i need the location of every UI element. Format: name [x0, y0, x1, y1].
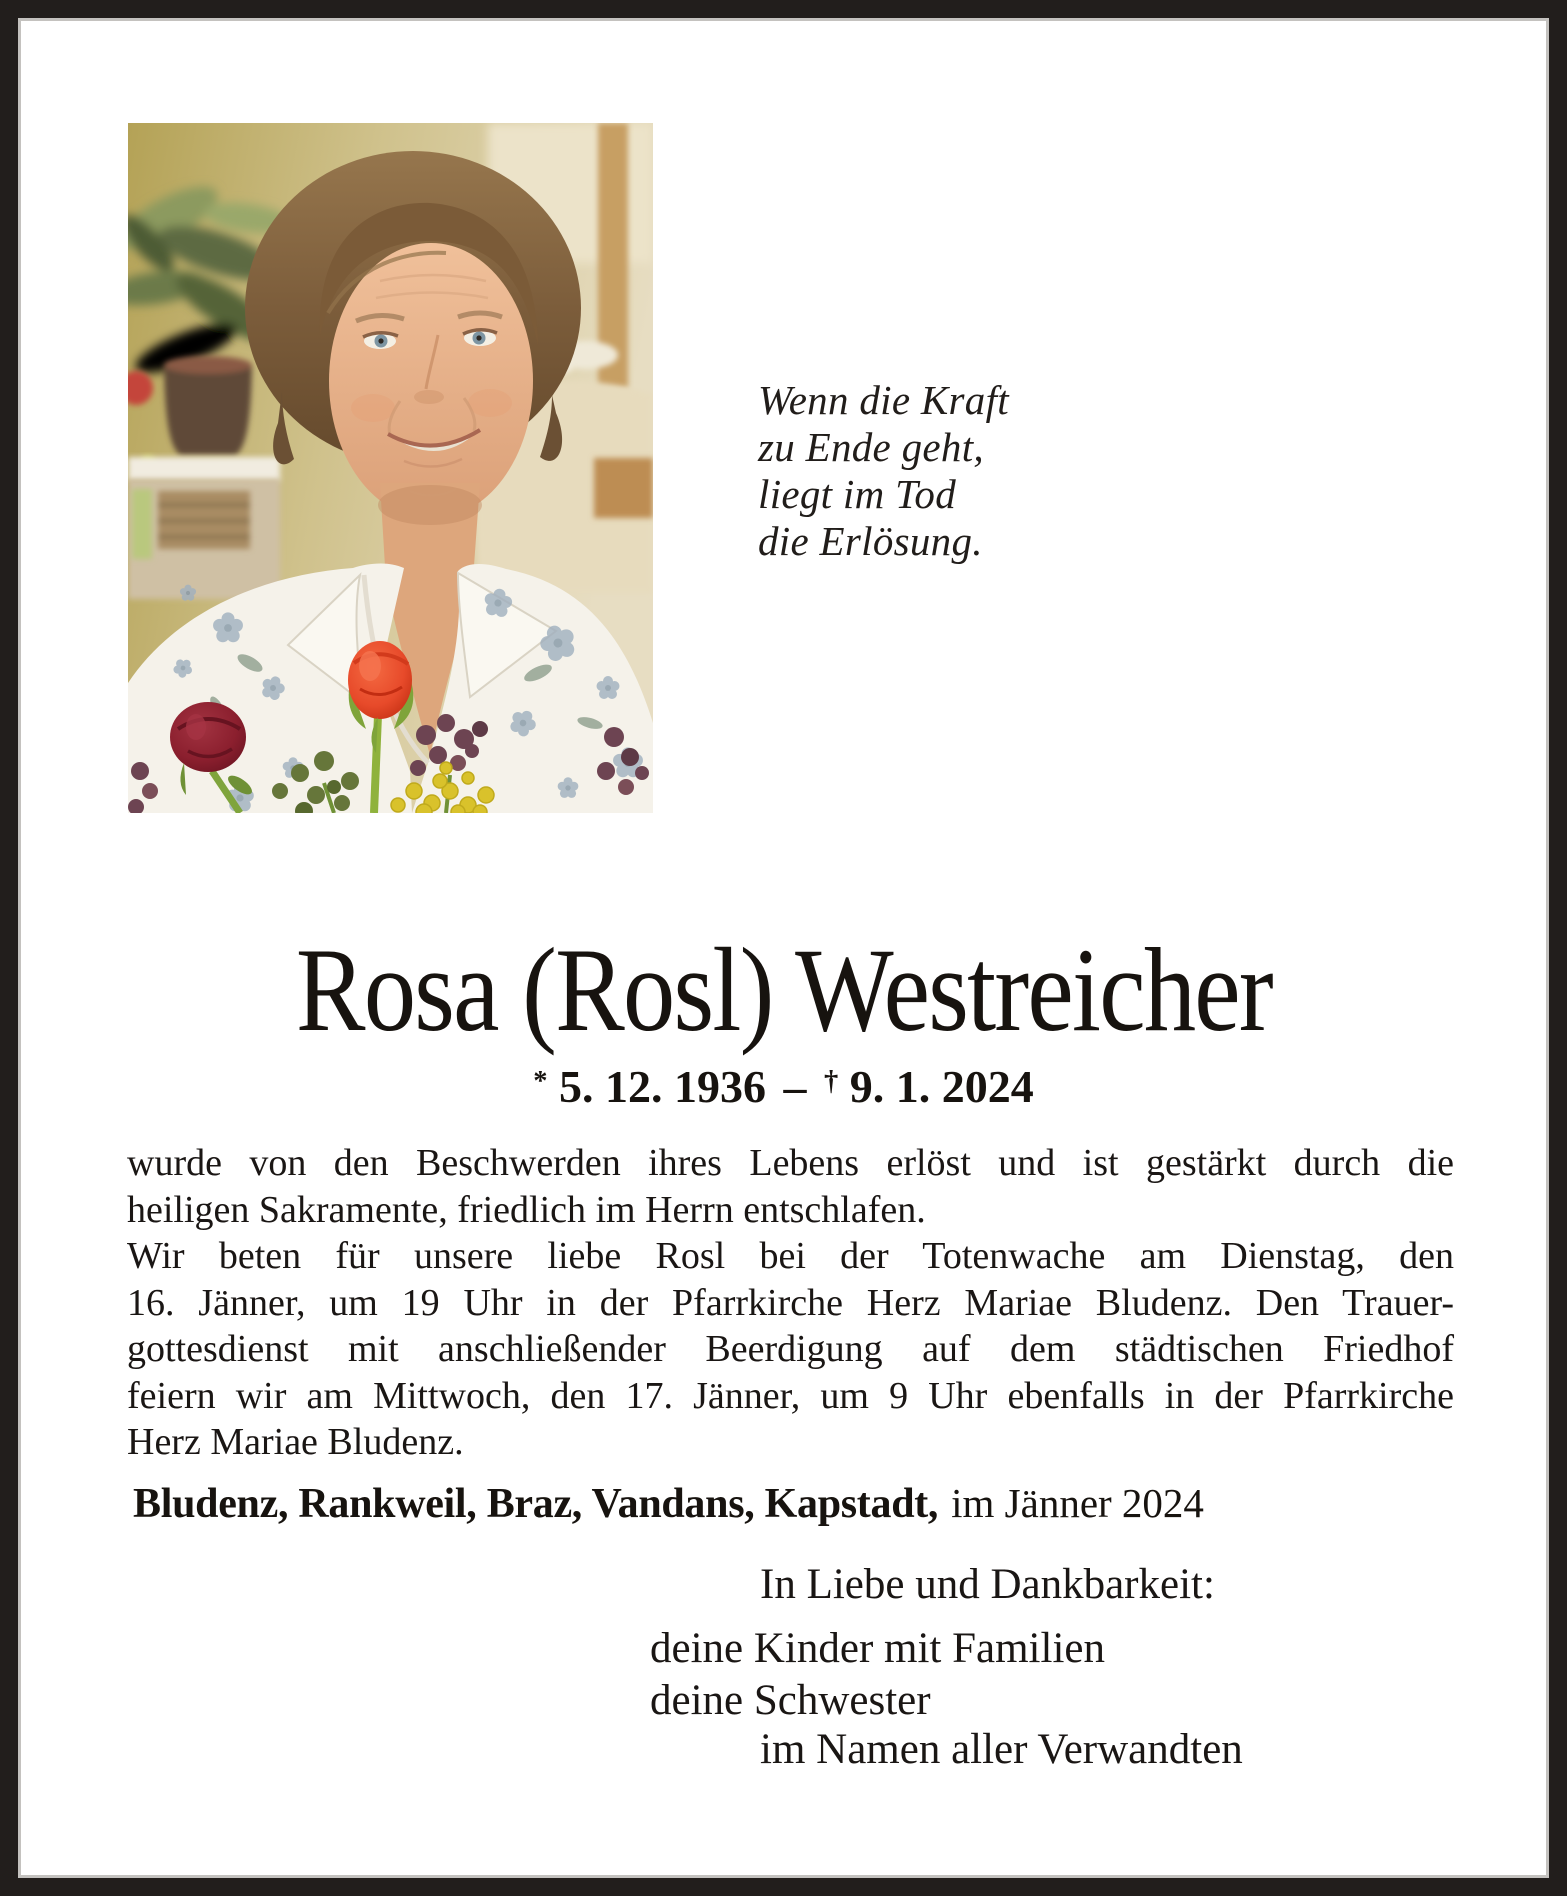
- life-dates: [0, 1056, 1567, 1113]
- portrait-photo: [128, 123, 653, 813]
- mourner-line: deine Schwester: [650, 1677, 931, 1724]
- epigraph-line: die Erlösung.: [758, 518, 983, 564]
- deceased-name: [0, 923, 1567, 1056]
- epigraph-line: liegt im Tod: [758, 471, 957, 517]
- birth-star-symbol: *: [533, 1066, 548, 1097]
- epigraph-line: Wenn die Kraft: [758, 377, 1009, 423]
- closing-heading: In Liebe und Dankbarkeit:: [760, 1561, 1215, 1608]
- notice-body: [127, 1140, 1454, 1466]
- notice-body-line: heiligen Sakramente, friedlich im Herrn entschlafen.: [127, 1188, 926, 1231]
- mourners-list: [650, 1623, 1105, 1727]
- places-line: [133, 1477, 1204, 1530]
- notice-body-line: feiern wir am Mittwoch, den 17. Jänner, um 9 Uhr ebenfalls in der Pfarrkirche: [127, 1374, 1454, 1417]
- death-date: 9. 1. 2024: [849, 1060, 1034, 1112]
- notice-body-line: Wir beten für unsere liebe Rosl bei der Totenwache am Dienstag, den: [127, 1235, 1454, 1277]
- notice-body-line: wurde von den Beschwerden ihres Lebens erlöst und ist gestärkt durch die: [127, 1142, 1454, 1184]
- epigraph-verse: [758, 377, 1009, 565]
- notice-body-line: gottesdienst mit anschließender Beerdigung auf dem städtischen Friedhof: [127, 1328, 1454, 1370]
- notice-body-line: Herz Mariae Bludenz.: [127, 1421, 464, 1463]
- date-separator: –: [783, 1060, 807, 1112]
- closing-final-line: im Namen aller Verwandten: [760, 1726, 1243, 1773]
- places-names: Bludenz, Rankweil, Braz, Vandans, Kapstadt,: [133, 1481, 939, 1527]
- mourner-line: deine Kinder mit Familien: [650, 1625, 1105, 1672]
- epigraph-line: zu Ende geht,: [758, 424, 984, 470]
- deceased-name-text: Rosa (Rosl) Westreicher: [295, 923, 1272, 1056]
- death-cross-symbol: †: [824, 1066, 839, 1097]
- portrait-photo-graphic: [128, 123, 653, 813]
- birth-date: 5. 12. 1936: [559, 1060, 766, 1112]
- notice-body-line: 16. Jänner, um 19 Uhr in der Pfarrkirche Herz Mariae Bludenz. Den Trauer-: [127, 1281, 1454, 1324]
- places-date: im Jänner 2024: [951, 1480, 1204, 1526]
